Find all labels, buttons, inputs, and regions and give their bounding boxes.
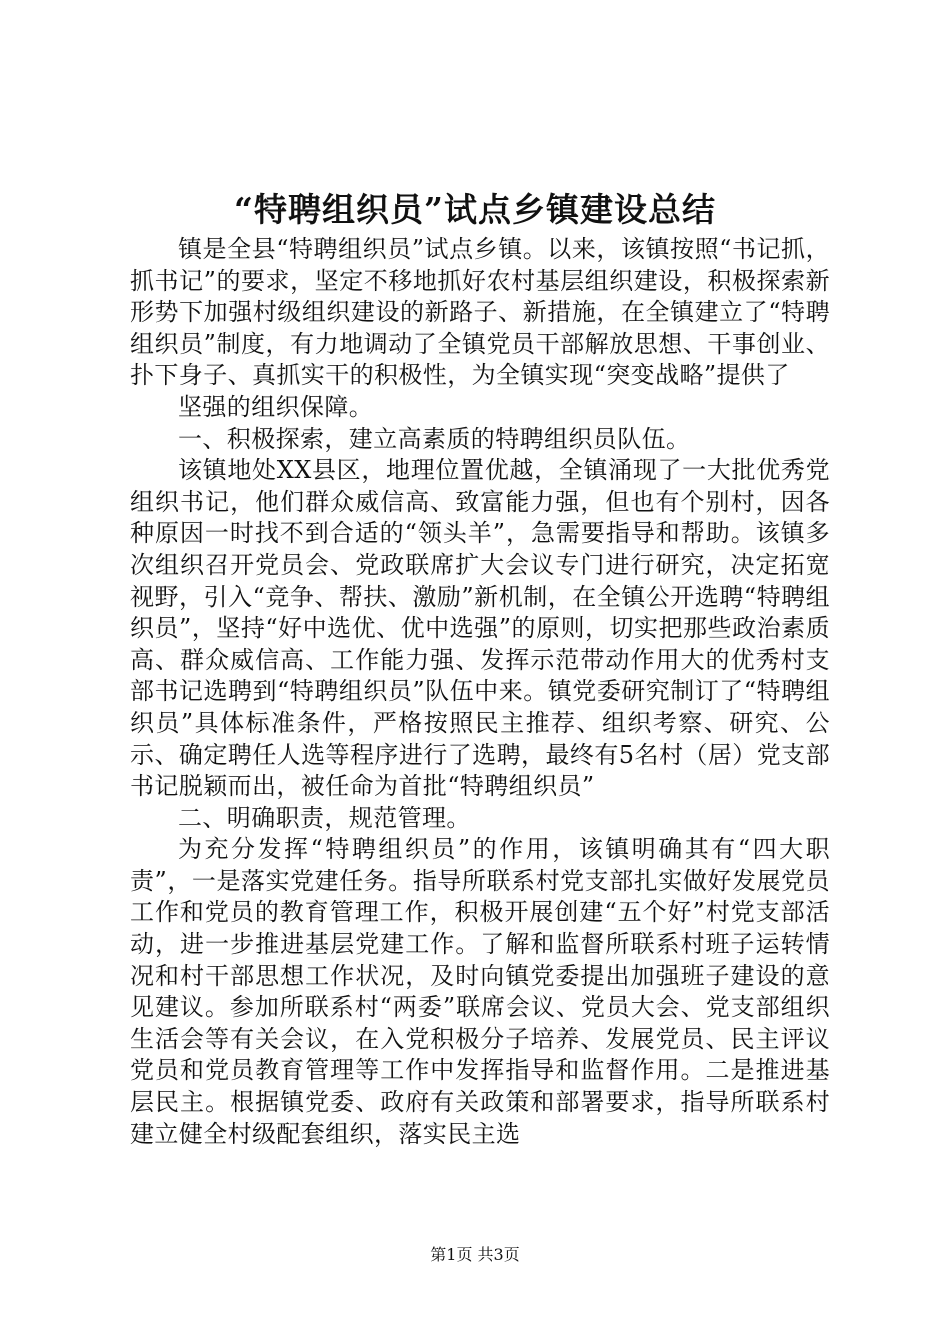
paragraph-section-1: 该镇地处XX县区，地理位置优越，全镇涌现了一大批优秀党组织书记，他们群众威信高、致富能力强，但也有个别村，因各种原因一时找不到合适的“领头羊”，急需要指导和帮助。该镇多次组织召开党员会、党政联席扩大会议专门进行研究，决定拓宽视野，引入“竞争、帮扶、激励”新机制，在全镇公开选聘“特聘组织员”，坚持“好中选优、优中选强”的原则，切实把那些政治素质高、群众威信高、工作能力强、发挥示范带动作用大的优秀村支部书记选聘到“特聘组织员”队伍中来。镇党委研究制订了“特聘组织员”具体标准条件，严格按照民主推荐、组织考察、研究、公示、确定聘任人选等程序进行了选聘，最终有5名村（居）党支部书记脱颖而出，被任命为首批“特聘组织员” (130, 456, 830, 801)
document-title: “特聘组织员”试点乡镇建设总结 (234, 190, 716, 229)
page-indicator: 第1页 共3页 (430, 1245, 520, 1264)
section-heading-1: 一、积极探索，建立高素质的特聘组织员队伍。 (178, 424, 691, 453)
paragraph-intro-continued: 坚强的组织保障。 (178, 392, 374, 421)
paragraph-section-2: 为充分发挥“特聘组织员”的作用，该镇明确其有“四大职责”，一是落实党建任务。指导所联系村党支部扎实做好发展党员工作和党员的教育管理工作，积极开展创建“五个好”村党支部活动，进一步推进基层党建工作。了解和监督所联系村班子运转情况和村干部思想工作状况，及时向镇党委提出加强班子建设的意见建议。参加所联系村“两委”联席会议、党员大会、党支部组织生活会等有关会议，在入党积极分子培养、发展党员、民主评议党员和党员教育管理等工作中发挥指导和监督作用。二是推进基层民主。根据镇党委、政府有关政策和部署要求，指导所联系村建立健全村级配套组织，落实民主选 (130, 835, 830, 1148)
page-footer (0, 1244, 950, 1266)
document-body (130, 234, 830, 1150)
section-heading-2: 二、明确职责，规范管理。 (178, 803, 471, 832)
paragraph-intro: 镇是全县“特聘组织员”试点乡镇。以来，该镇按照“书记抓，抓书记”的要求，坚定不移地抓好农村基层组织建设，积极探索新形势下加强村级组织建设的新路子、新措施，在全镇建立了“特聘组织员”制度，有力地调动了全镇党员干部解放思想、干事创业、扑下身子、真抓实干的积极性，为全镇实现“突变战略”提供了 (130, 235, 830, 390)
